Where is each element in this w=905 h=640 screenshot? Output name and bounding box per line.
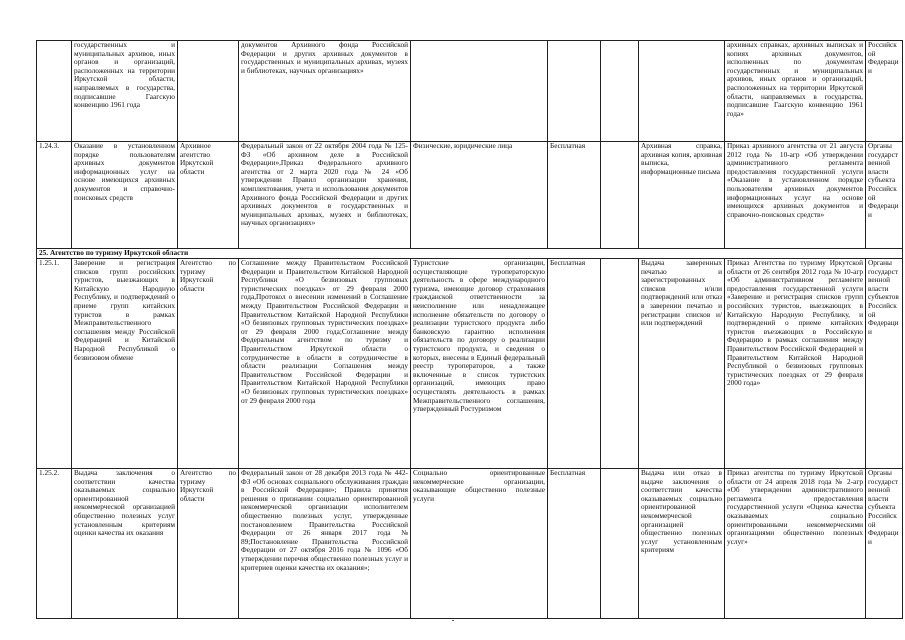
section-heading: 25. Агентство по туризму Иркутской области (37, 249, 903, 259)
agency-cell: Агентство по туризму Иркутской области (178, 469, 239, 619)
legal-basis-cell: Федеральный закон от 28 декабря 2013 года № 442-ФЗ «Об основах социального обслуживания граждан в Российской Федерации»; Правила принятия решения о признании социально ориентированной некоммерческой организации исполнителем общественно полезных услуг, утвержденные постановлением Правительства Российской Федерации от 26 января 2017 года № 89;Постановление Правительства Российской Федерации от 27 октября 2016 года № 1096 «Об утверждении перечня общественно полезных услуг и критериев оценки качества их оказания»; (239, 469, 411, 619)
table-row (37, 259, 903, 469)
agency-cell: Агентство по туризму Иркутской области (178, 259, 239, 469)
empty-cell (601, 142, 639, 249)
table-row (37, 41, 903, 142)
service-name-cell: Выдача заключения о соответствии качества оказываемых социально ориентированной некоммерческой организацией общественно полезных услуг установленным критериям оценки качества их оказания (72, 469, 178, 619)
legal-basis-cell: Федеральный закон от 22 октября 2004 года № 125-ФЗ «Об архивном деле в Российской Федерации»,Приказ Федерального архивного агентства от 2 марта 2020 года № 24 «Об утверждении Правил организации хранения, комплектования, учета и использования документов Архивного фонда Российской Федерации и других архивных документов в государственных и муниципальных архивах, музеях и библиотеках, научных организациях» (239, 142, 411, 249)
fee-cell (548, 41, 601, 142)
fee-cell: Бесплатная (548, 469, 601, 619)
body-type-cell: Органы государственной власти субъекта Российской Федерации (866, 469, 903, 619)
table-row (37, 142, 903, 249)
body-type-cell: Органы государственной власти субъекта Российской Федерации (866, 142, 903, 249)
recipients-cell: Физические, юридические лица (411, 142, 548, 249)
row-number-cell: 1.25.2. (37, 469, 72, 619)
service-name-cell: Оказание в установленном порядке пользователям архивных документов информационных услуг на основе имеющихся архивных документов и справочно-поисковых средств (72, 142, 178, 249)
empty-cell (601, 469, 639, 619)
regulation-cell: Приказ Агентства по туризму Иркутской области от 26 сентября 2012 года № 10-агр «Об административном регламенте предоставления государственной услуги «Заверение и регистрация списков групп российских туристов, выезжающих в Китайскую Народную Республику, и подтверждений о приеме китайских туристов въезжающих в Российскую Федерацию в рамках соглашения между Правительством Российской Федерацией и Правительством Китайской Народной Республикой о безвизовых групповых туристических поездках от 29 февраля 2000 года» (725, 259, 866, 469)
result-cell: Выдача заверенных печатью и зарегистрированных списков и/или подтверждений или отказ в заверении печатью и регистрации списков и/или подтверждений (639, 259, 725, 469)
section-row (37, 249, 903, 259)
result-cell: Архивная справка, архивная копия, архивная выписка, информационные письма (639, 142, 725, 249)
agency-cell (178, 41, 239, 142)
table-row (37, 469, 903, 619)
agency-cell: Архивное агентство Иркутской области (178, 142, 239, 249)
row-number-cell (37, 41, 72, 142)
result-cell: Выдача или отказ в выдаче заключения о соответствии качества оказываемых социально ориентированной некоммерческой организацией общественно полезных услуг установленным критериям (639, 469, 725, 619)
fee-cell: Бесплатная (548, 259, 601, 469)
fee-cell: Бесплатная (548, 142, 601, 249)
body-type-cell: Органы государственной власти субъектов Российской Федерации (866, 259, 903, 469)
services-registry-table (36, 40, 903, 619)
service-name-cell: Заверение и регистрация списков групп российских туристов, выезжающих в Китайскую Народную Республику, и подтверждений о приеме групп китайских туристов в рамках Межправительственного соглашения между Российской Федерацией и Китайской Народной Республикой о безвизовом обмене (72, 259, 178, 469)
result-cell (639, 41, 725, 142)
service-name-cell: государственных и муниципальных архивов, иных органов и организаций, расположенных на территории Иркутской области, направляемых в государства, подписавшие Гаагскую конвенцию 1961 года (72, 41, 178, 142)
regulation-cell: Приказ агентства по туризму Иркутской области от 24 апреля 2018 года № 2-агр «Об утверждении административного регламента предоставления государственной услуги «Оценка качества оказываемых социально ориентированными некоммерческими организациями общественно полезных услуг» (725, 469, 866, 619)
legal-basis-cell: Соглашение между Правительством Российской Федерации и Правительством Китайской Народной Республики «О безвизовых групповых туристических поездках» от 29 февраля 2000 года,Протокол о внесении изменений в Соглашение между Правительством Российской Федерации и Правительством Китайской Народной Республики «О безвизовых групповых туристических поездках» от 29 февраля 2000 года;Соглашение между Федеральным агентством по туризму и Правительством Иркутской области о сотрудничестве в области в сотрудничестве в области реализации Соглашения между Правительством Российской Федерации и Правительством Китайской Народной Республики «О безвизовых групповых туристических поездках» от 29 февраля 2000 года (239, 259, 411, 469)
body-type-cell: Российской Федерации (866, 41, 903, 142)
row-number-cell: 1.25.1. (37, 259, 72, 469)
scan-mark (452, 620, 454, 621)
row-number-cell: 1.24.3. (37, 142, 72, 249)
recipients-cell (411, 41, 548, 142)
empty-cell (601, 259, 639, 469)
empty-cell (601, 41, 639, 142)
legal-basis-cell: документов Архивного фонда Российской Федерации и других архивных документов в государственных и муниципальных архивах, музеях и библиотеках, научных организациях» (239, 41, 411, 142)
registry-page (36, 40, 899, 619)
regulation-cell: архивных справках, архивных выписках и копиях архивных документов, исполненных по документам государственных и муниципальных архивов, иных органов и организаций, расположенных на территории Иркутской области, направляемых в государства, подписавшие Гаагскую конвенцию 1961 года» (725, 41, 866, 142)
recipients-cell: Социально ориентированные некоммерческие организации, оказывающие общественно полезные услуги (411, 469, 548, 619)
regulation-cell: Приказ архивного агентства от 21 августа 2012 года № 10-агр «Об утверждении административного регламента предоставления государственной услуги «Оказание в установленном порядке пользователям архивных документов информационных услуг на основе имеющихся архивных документов и справочно-поисковых средств» (725, 142, 866, 249)
recipients-cell: Туристские организации, осуществляющие туроператорскую деятельность в сфере международного туризма, имеющие договор страхования гражданской ответственности за неисполнение или ненадлежащее исполнение обязательств по договору о реализации туристского продукта либо банковскую гарантию исполнения обязательств по договору о реализации туристского продукта, и сведения о которых, внесены в Единый федеральный реестр туроператоров, а также включенные в список туристских организаций, имеющих право осуществлять деятельность в рамках Межправительственного соглашения, утвержденный Ростуризмом (411, 259, 548, 469)
